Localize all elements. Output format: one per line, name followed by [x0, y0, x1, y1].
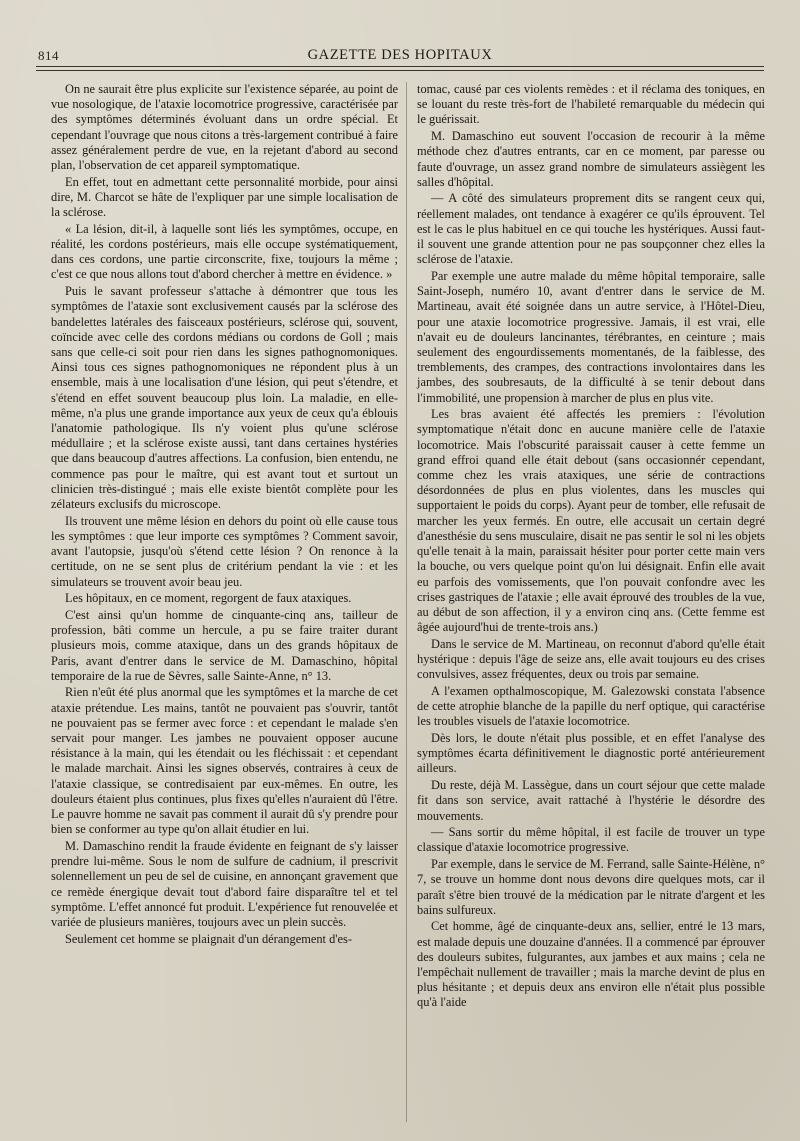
paragraph: M. Damaschino eut souvent l'occasion de recourir à la même méthode chez d'autres entrants, car en ce moment, par paresse ou faute d'ouvrage, un assez grand nombre de simulateurs assiègent les salles d'hôpital.: [417, 129, 765, 189]
paragraph: On ne saurait être plus explicite sur l'existence séparée, au point de vue nosologique, de l'ataxie locomotrice progressive, caractérisée par des symptômes déterminés évoluant dans un ordre spécial. Et cependant l'ouvrage que nous citons a très-largement contribué à faire assez généralement perdre de vue, en la rejetant d'abord au second plan, l'observation de cet appareil symptomatique.: [51, 82, 398, 173]
paragraph: Par exemple une autre malade du même hôpital temporaire, salle Saint-Joseph, numéro 10, avant d'entrer dans le service de M. Martineau, avait été soignée dans un autre service, à l'Hôtel-Dieu, pour une ataxie locomotrice progressive. Jamais, il est vrai, elle n'avait eu de douleurs lancinantes, térébrantes, en ceinture ; mais seulement des engourdissements momentanés, de la faiblesse, des tremblements, des crampes, des contractions involontaires dans les jambes, des soubresauts, de la difficulté à se tenir debout dans l'immobilité, une propension à marcher de plus en plus vite.: [417, 268, 765, 405]
paragraph: Du reste, déjà M. Lassègue, dans un court séjour que cette malade fit dans son service, avait rattaché à l'hystérie le désordre des mouvements.: [417, 778, 765, 823]
paragraph: Dès lors, le doute n'était plus possible, et en effet l'analyse des symptômes écarta définitivement le diagnostic porté antérieurement ailleurs.: [417, 731, 765, 776]
left-column: [51, 82, 398, 948]
paragraph: Seulement cet homme se plaignait d'un dérangement d'es-: [65, 931, 352, 946]
paragraph: Les hôpitaux, en ce moment, regorgent de faux ataxiques.: [65, 591, 352, 606]
running-header: [36, 40, 764, 70]
journal-title: GAZETTE DES HOPITAUX: [307, 47, 493, 63]
paragraph: Les bras avaient été affectés les premiers : l'évolution symptomatique n'était donc en aucune manière celle de l'ataxie locomotrice. Mais l'obscurité paraissait causer à cette femme un grand effroi quand elle était debout (sans occasionnér cependant, comme chez les vrais ataxiques, une série de contractions désordonnées de plus en plus violentes, dans les muscles qui supportaient le poids du corps). Ayant peur de tomber, elle refusait de marcher les yeux fermés. En outre, elle accusait un certain degré d'anesthésie du sens musculaire, disait ne pas sentir le sol ni les objets qu'elle tenait à la main, paraissait hésiter pour porter cette main vers la bouche, ou vers quelque point qu'on lui désignait. Enfin elle avait eu parfois des vomissements, que l'on pouvait confondre avec les crises gastriques de l'ataxie ; elle avait éprouvé des troubles de la vue, au début de son affection, il y a environ cinq ans. (Cette femme est âgée aujourd'hui de trente-trois ans.): [417, 407, 765, 635]
right-column: [417, 82, 765, 1012]
header-rule: [36, 66, 764, 67]
quote-paragraph: « La lésion, dit-il, à laquelle sont liés les symptômes, occupe, en réalité, les cordons postérieurs, mais elle occupe systématiquement, dans ces cordons, une partie circonscrite, fixe, toujours la même ; c'est ce que nous allons tout d'abord chercher à mettre en évidence. »: [51, 221, 398, 282]
paragraph: M. Damaschino rendit la fraude évidente en feignant de s'y laisser prendre lui-même. Sous le nom de sulfure de cadnium, il prescrivit solennellement un peu de sel de cuisine, en annonçant gravement que ce remède énergique devait tout d'abord faire disparaître tel et tel symptôme. L'effet annoncé fut produit. L'expérience fut renouvelée et variée de plusieurs manières, toujours avec un plein succès.: [51, 838, 398, 929]
paragraph: Ils trouvent une même lésion en dehors du point où elle cause tous les symptômes : que leur importe ces symptômes ? Comment savoir, avant l'autopsie, jusqu'où s'étend cette lésion ? On renonce à la certitude, on ne se sent plus de critérium pendant la vie : et les simulateurs se trouvent avoir beau jeu.: [51, 513, 398, 589]
paragraph: — Sans sortir du même hôpital, il est facile de trouver un type classique d'ataxie locomotrice progressive.: [417, 825, 765, 855]
paragraph: A l'examen opthalmoscopique, M. Galezowski constata l'absence de cette atrophie blanche de la papille du nerf optique, qui caractérise les troubles visuels de l'ataxie locomotrice.: [417, 683, 765, 729]
paragraph: Par exemple, dans le service de M. Ferrand, salle Sainte-Hélène, n° 7, se trouve un homme dont nous devons dire quelques mots, car il paraît s'être bien trouvé de la médication par le nitrate d'argent et les bains sulfureux.: [417, 857, 765, 917]
paragraph: Rien n'eût été plus anormal que les symptômes et la marche de cet ataxie prétendue. Les mains, tantôt ne pouvaient pas s'ouvrir, tantôt ne pouvaient pas se fermer avec force : et cependant le malade s'en servait pour manger. Les jambes ne pouvaient opposer aucune résistance à la main, qui les étendait ou les fléchissait : et cependant le malade marchait. Ainsi les signes observés, contraires à ceux de l'ataxie classique, se contredisaient par eux-mêmes. En outre, les douleurs étaient plus continues, plus fixes qu'elles n'auraient dû l'être. Le pauvre homme ne savait pas comment il aurait dû s'y prendre pour bien se conformer au type qu'on allait étudier en lui.: [51, 685, 398, 837]
paragraph: — A côté des simulateurs proprement dits se rangent ceux qui, réellement malades, ont tendance à exagérer ce qu'ils éprouvent. Tel est le cas le plus habituel en ce qui touche les hystériques. Aussi faut-il souvent une grande attention pour ne pas soupçonner chez elles la sclérose de l'ataxie.: [417, 191, 765, 267]
paragraph: Puis le savant professeur s'attache à démontrer que tous les symptômes de l'ataxie sont exclusivement causés par la sclérose des bandelettes latérales des faisceaux postérieurs, sclérose qui, souvent, coïncide avec celle des cordons médians ou cordons de Goll ; mais sans que celle-ci soit pour rien dans les signes pathognomoniques. Ainsi tous ces signes pathognomoniques ne répondent plus à un ensemble, mais à une localisation d'une lésion, qui peut s'étendre, et s'étend en effet souvent beaucoup plus loin. La maladie, en elle-même, n'a plus une grande importance aux yeux de ceux qu'a éblouis l'anatomie pathologique. Ils n'y voient plus qu'une sclérose médullaire ; et la sclérose existe aussi, tant dans certaines hystéries que dans beaucoup d'autres affections. La confusion, bien entendu, ne commence pas pour le maître, qui est avant tout et surtout un clinicien très-distingué ; mais elle existe bientôt complète pour les zélateurs exclusifs du microscope.: [51, 284, 398, 511]
column-divider: [406, 82, 407, 1122]
paragraph: Dans le service de M. Martineau, on reconnut d'abord qu'elle était hystérique : depuis l'âge de seize ans, elle avait toujours eu des crises convulsives, assez fréquentes, deux ou trois par semaine.: [417, 636, 765, 682]
paragraph: C'est ainsi qu'un homme de cinquante-cinq ans, tailleur de profession, bâti comme un hercule, a pu se faire traiter durant plusieurs mois, comme ataxique, dans un des grands hôpitaux de Paris, avant d'entrer dans le service de M. Damaschino, hôpital temporaire de la rue de Sèvres, salle Sainte-Anne, n° 13.: [51, 607, 398, 683]
paragraph: En effet, tout en admettant cette personnalité morbide, pour ainsi dire, M. Charcot se hâte de l'expliquer par une simple localisation de la sclérose.: [51, 174, 398, 220]
paragraph: Cet homme, âgé de cinquante-deux ans, sellier, entré le 13 mars, est malade depuis une douzaine d'années. Il a commencé par éprouver des douleurs subites, fulgurantes, aux jambes et aux mains ; cela ne l'empêchait nullement de travailler ; mais la marche devint de plus en plus hésitante ; et depuis deux ans environ elle n'était plus possible qu'à l'aide: [417, 919, 765, 1010]
header-rule-thin: [36, 70, 764, 71]
paragraph-continued: tomac, causé par ces violents remèdes : et il réclama des toniques, en se louant du reste très-fort de l'habileté remarquable du médecin qui le guérissait.: [417, 82, 765, 127]
page-number: 814: [38, 48, 59, 63]
